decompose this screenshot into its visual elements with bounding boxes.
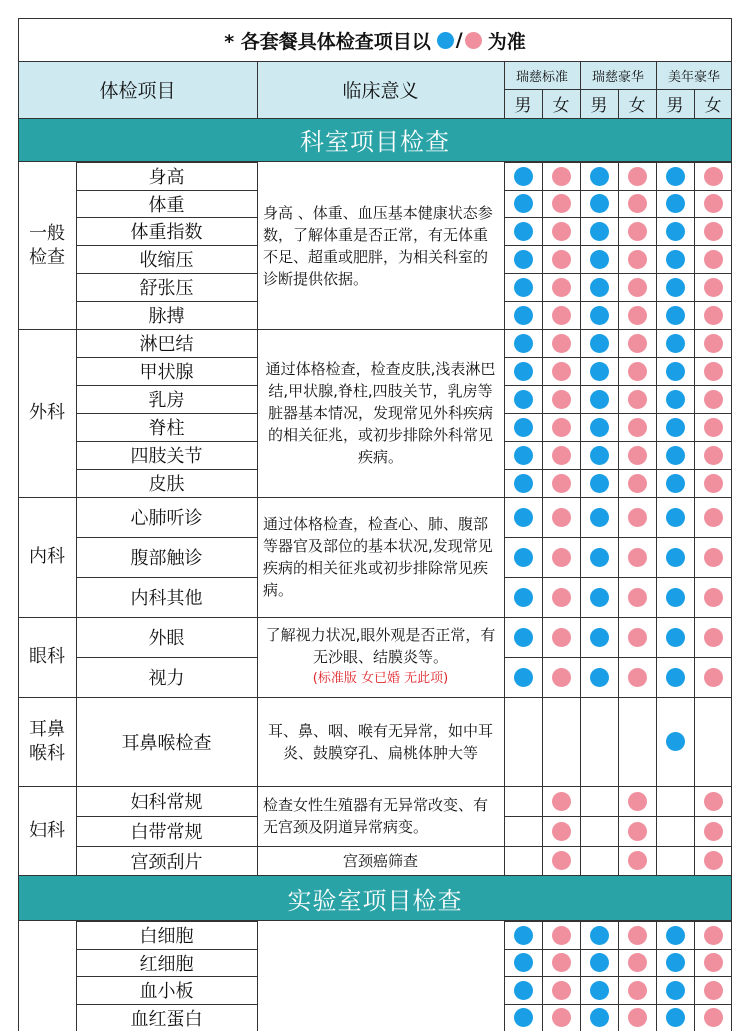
grid-line <box>18 18 19 1031</box>
male-mark-dot <box>590 390 609 409</box>
grid-line <box>580 161 581 875</box>
female-mark-dot <box>552 508 571 527</box>
item-label: 脉搏 <box>148 306 185 327</box>
male-mark-dot <box>514 953 533 972</box>
female-mark-dot <box>552 390 571 409</box>
female-mark-dot <box>552 446 571 465</box>
male-mark-dot <box>666 548 685 567</box>
item-label: 内科其他 <box>130 588 203 609</box>
grid-line <box>76 441 257 442</box>
grid-line <box>542 161 543 875</box>
item-label: 皮肤 <box>148 474 185 495</box>
item-label: 血红蛋白 <box>130 1008 203 1030</box>
male-mark-dot <box>666 167 685 186</box>
grid-line <box>76 816 257 817</box>
female-mark-dot <box>552 306 571 325</box>
female-mark-dot <box>552 1008 571 1027</box>
female-mark-dot <box>704 953 723 972</box>
grid-line <box>76 921 257 922</box>
title-suffix: 为准 <box>487 30 526 53</box>
grid-line <box>18 786 731 787</box>
male-mark-dot <box>666 446 685 465</box>
item-label: 四肢关节 <box>130 446 203 467</box>
grid-line <box>618 89 619 118</box>
female-mark-dot <box>704 306 723 325</box>
female-mark-dot <box>704 390 723 409</box>
grid-line <box>76 161 77 875</box>
male-mark-dot <box>514 981 533 1000</box>
female-mark-dot <box>628 418 647 437</box>
meaning-internal: 通过体格检查，检查心、肺、腹部等器官及部位的基本状况,发现常见疾病的相关征兆或初步排除常见疾病。 <box>263 515 493 599</box>
male-mark-dot <box>590 926 609 945</box>
female-mark-dot <box>628 446 647 465</box>
female-mark-dot <box>704 981 723 1000</box>
header-meaning: 临床意义 <box>342 80 419 102</box>
male-mark-dot <box>514 668 533 687</box>
grid-line <box>18 61 731 62</box>
female-mark-dot <box>704 278 723 297</box>
item-label: 红细胞 <box>139 953 194 975</box>
grid-line <box>257 161 258 875</box>
male-mark-dot <box>590 222 609 241</box>
female-mark-dot <box>628 953 647 972</box>
item-label: 身高 <box>148 167 185 188</box>
female-mark-dot <box>552 588 571 607</box>
male-mark-dot <box>590 953 609 972</box>
female-mark-dot <box>552 250 571 269</box>
item-label: 宫颈刮片 <box>130 851 203 873</box>
male-mark-dot <box>666 732 685 751</box>
male-mark-dot <box>514 926 533 945</box>
male-mark-dot <box>590 446 609 465</box>
category-general: 一般 检查 <box>29 222 65 268</box>
item-label: 妇科常规 <box>130 792 203 813</box>
male-mark-dot <box>666 278 685 297</box>
item-label: 甲状腺 <box>139 362 194 383</box>
female-mark-dot <box>628 822 647 841</box>
female-mark-dot <box>704 167 723 186</box>
grid-line <box>76 976 257 977</box>
male-mark-dot <box>666 194 685 213</box>
grid-line <box>257 846 504 847</box>
female-mark-dot <box>552 851 571 870</box>
grid-line <box>76 657 257 658</box>
title-separator: / <box>455 29 463 51</box>
female-mark-dot <box>552 926 571 945</box>
female-mark-dot <box>552 628 571 647</box>
female-mark-dot <box>552 194 571 213</box>
grid-line <box>542 89 543 118</box>
male-mark-dot <box>666 250 685 269</box>
male-mark-dot <box>666 390 685 409</box>
header-gender: 女 <box>628 96 646 116</box>
male-mark-dot <box>514 222 533 241</box>
category-gyn: 妇科 <box>29 819 65 841</box>
male-mark-dot <box>514 628 533 647</box>
female-legend-dot <box>465 32 482 49</box>
grid-line <box>731 18 732 1031</box>
female-mark-dot <box>552 981 571 1000</box>
male-mark-dot <box>590 474 609 493</box>
male-mark-dot <box>666 474 685 493</box>
male-mark-dot <box>590 250 609 269</box>
female-mark-dot <box>552 953 571 972</box>
male-mark-dot <box>666 418 685 437</box>
grid-line <box>257 920 258 1031</box>
item-label: 腹部触诊 <box>130 548 203 569</box>
meaning-eye <box>257 617 504 697</box>
female-mark-dot <box>704 1008 723 1027</box>
grid-line <box>694 161 695 875</box>
female-mark-dot <box>704 418 723 437</box>
grid-line <box>656 920 657 1031</box>
male-mark-dot <box>666 628 685 647</box>
female-mark-dot <box>704 822 723 841</box>
male-legend-dot <box>437 32 454 49</box>
female-mark-dot <box>628 926 647 945</box>
female-mark-dot <box>628 851 647 870</box>
female-mark-dot <box>628 167 647 186</box>
male-mark-dot <box>666 508 685 527</box>
female-mark-dot <box>628 194 647 213</box>
grid-line <box>18 18 731 19</box>
female-mark-dot <box>704 250 723 269</box>
male-mark-dot <box>590 334 609 353</box>
female-mark-dot <box>628 588 647 607</box>
male-mark-dot <box>590 418 609 437</box>
item-label: 脊柱 <box>148 418 185 439</box>
grid-line <box>18 497 731 498</box>
male-mark-dot <box>666 953 685 972</box>
female-mark-dot <box>704 222 723 241</box>
male-mark-dot <box>514 418 533 437</box>
male-mark-dot <box>514 446 533 465</box>
male-mark-dot <box>666 362 685 381</box>
female-mark-dot <box>552 474 571 493</box>
header-gender: 男 <box>514 96 532 116</box>
male-mark-dot <box>514 278 533 297</box>
female-mark-dot <box>628 222 647 241</box>
grid-line <box>18 118 731 119</box>
header-gender: 女 <box>552 96 570 116</box>
category-eye: 眼科 <box>29 646 65 667</box>
header-item: 体检项目 <box>99 80 176 102</box>
female-mark-dot <box>628 390 647 409</box>
female-mark-dot <box>552 167 571 186</box>
male-mark-dot <box>514 167 533 186</box>
female-mark-dot <box>552 548 571 567</box>
male-mark-dot <box>514 194 533 213</box>
grid-line <box>76 190 257 191</box>
male-mark-dot <box>666 334 685 353</box>
grid-line <box>504 875 731 876</box>
grid-line <box>694 89 695 118</box>
female-mark-dot <box>704 548 723 567</box>
male-mark-dot <box>514 334 533 353</box>
female-mark-dot <box>628 278 647 297</box>
male-mark-dot <box>590 628 609 647</box>
female-mark-dot <box>704 668 723 687</box>
item-label: 白细胞 <box>139 926 194 947</box>
meaning-gyn: 检查女性生殖器有无异常改变、有无宫颈及阴道异常病变。 <box>263 796 489 836</box>
meaning-gyn-2: 宫颈癌筛查 <box>342 851 418 870</box>
male-mark-dot <box>666 222 685 241</box>
female-mark-dot <box>704 334 723 353</box>
female-mark-dot <box>704 628 723 647</box>
header-gender: 女 <box>704 96 722 116</box>
table-title <box>18 19 732 61</box>
grid-line <box>504 161 505 875</box>
male-mark-dot <box>666 926 685 945</box>
male-mark-dot <box>514 588 533 607</box>
female-mark-dot <box>628 792 647 811</box>
grid-line <box>656 161 657 875</box>
male-mark-dot <box>590 306 609 325</box>
female-mark-dot <box>628 474 647 493</box>
female-mark-dot <box>552 418 571 437</box>
meaning-eye-note: (标准版 女已婚 无此项) <box>312 671 449 686</box>
male-mark-dot <box>590 981 609 1000</box>
header-gender: 男 <box>590 96 608 116</box>
category-surgery: 外科 <box>29 402 65 423</box>
male-mark-dot <box>514 548 533 567</box>
female-mark-dot <box>552 362 571 381</box>
item-label: 耳鼻喉检查 <box>121 732 212 754</box>
male-mark-dot <box>666 588 685 607</box>
header-package-2: 美年豪华 <box>667 69 720 85</box>
meaning-ent: 耳、鼻、咽、喉有无异常，如中耳炎、鼓膜穿孔、扁桃体肿大等 <box>267 721 493 762</box>
grid-line <box>542 920 543 1031</box>
male-mark-dot <box>514 474 533 493</box>
header-gender: 男 <box>666 96 684 116</box>
female-mark-dot <box>552 278 571 297</box>
female-mark-dot <box>628 628 647 647</box>
item-label: 血小板 <box>139 981 194 1002</box>
female-mark-dot <box>704 588 723 607</box>
female-mark-dot <box>628 548 647 567</box>
grid-line <box>76 413 257 414</box>
meaning-general: 身高 、体重、血压基本健康状态参数，了解体重是否正常，有无体重不足、超重或肥胖，为相关科室的诊断提供依据。 <box>263 203 493 288</box>
female-mark-dot <box>704 446 723 465</box>
grid-line <box>76 920 77 1031</box>
grid-line <box>618 161 619 875</box>
grid-line <box>76 949 257 950</box>
female-mark-dot <box>628 250 647 269</box>
grid-line <box>18 697 731 698</box>
male-mark-dot <box>590 362 609 381</box>
female-mark-dot <box>552 792 571 811</box>
item-label: 视力 <box>148 668 185 689</box>
item-label: 收缩压 <box>139 250 194 271</box>
category-internal: 内科 <box>29 546 65 567</box>
category-ent: 耳鼻 喉科 <box>29 718 65 764</box>
item-label: 白带常规 <box>130 822 203 843</box>
grid-line <box>257 61 258 118</box>
grid-line <box>694 920 695 1031</box>
male-mark-dot <box>590 1008 609 1027</box>
female-mark-dot <box>552 822 571 841</box>
grid-line <box>76 385 257 386</box>
male-mark-dot <box>590 508 609 527</box>
male-mark-dot <box>514 250 533 269</box>
item-label: 体重指数 <box>130 222 203 243</box>
item-label: 外眼 <box>148 628 185 649</box>
male-mark-dot <box>514 508 533 527</box>
grid-line <box>76 846 257 847</box>
grid-line <box>76 273 257 274</box>
grid-line <box>76 357 257 358</box>
grid-line <box>580 920 581 1031</box>
female-mark-dot <box>704 194 723 213</box>
female-mark-dot <box>628 668 647 687</box>
female-mark-dot <box>628 508 647 527</box>
header-package-0: 瑞慈标准 <box>515 69 568 85</box>
grid-line <box>504 920 505 1031</box>
male-mark-dot <box>590 668 609 687</box>
grid-line <box>76 875 257 876</box>
female-mark-dot <box>704 508 723 527</box>
male-mark-dot <box>590 278 609 297</box>
female-mark-dot <box>628 1008 647 1027</box>
section-band-clinic: 科室项目检查 <box>18 118 732 161</box>
item-label: 淋巴结 <box>139 334 194 355</box>
female-mark-dot <box>628 362 647 381</box>
grid-line <box>76 577 257 578</box>
meaning-surgery: 通过体格检查，检查皮肤,浅表淋巴结,甲状腺,脊柱,四肢关节，乳房等脏器基本情况，发现常见外科疾病的相关征兆，或初步排除外科常见疾病。 <box>265 360 496 466</box>
female-mark-dot <box>704 474 723 493</box>
male-mark-dot <box>514 390 533 409</box>
grid-line <box>18 329 731 330</box>
male-mark-dot <box>590 588 609 607</box>
male-mark-dot <box>514 1008 533 1027</box>
female-mark-dot <box>628 334 647 353</box>
header-package-1: 瑞慈豪华 <box>591 69 644 85</box>
male-mark-dot <box>514 362 533 381</box>
male-mark-dot <box>514 306 533 325</box>
grid-line <box>76 537 257 538</box>
grid-line <box>76 217 257 218</box>
female-mark-dot <box>552 222 571 241</box>
female-mark-dot <box>628 306 647 325</box>
item-label: 体重 <box>148 194 185 216</box>
female-mark-dot <box>704 851 723 870</box>
male-mark-dot <box>666 668 685 687</box>
male-mark-dot <box>590 194 609 213</box>
male-mark-dot <box>590 548 609 567</box>
grid-line <box>618 920 619 1031</box>
item-label: 舒张压 <box>139 278 194 299</box>
male-mark-dot <box>590 167 609 186</box>
item-label: 乳房 <box>148 390 185 411</box>
section-band-lab: 实验室项目检查 <box>18 876 732 920</box>
grid-line <box>76 162 257 163</box>
male-mark-dot <box>666 306 685 325</box>
grid-line <box>76 245 257 246</box>
female-mark-dot <box>552 334 571 353</box>
male-mark-dot <box>666 981 685 1000</box>
female-mark-dot <box>704 926 723 945</box>
grid-line <box>76 469 257 470</box>
grid-line <box>76 1004 257 1005</box>
female-mark-dot <box>628 981 647 1000</box>
title-prefix: * 各套餐具体检查项目以 <box>224 30 431 53</box>
female-mark-dot <box>704 362 723 381</box>
grid-line <box>18 617 731 618</box>
grid-line <box>76 301 257 302</box>
female-mark-dot <box>704 792 723 811</box>
item-label: 心肺听诊 <box>130 508 203 529</box>
meaning-eye-text: 了解视力状况,眼外观是否正常，有无沙眼、结膜炎等。 <box>265 626 496 666</box>
male-mark-dot <box>666 1008 685 1027</box>
female-mark-dot <box>552 668 571 687</box>
